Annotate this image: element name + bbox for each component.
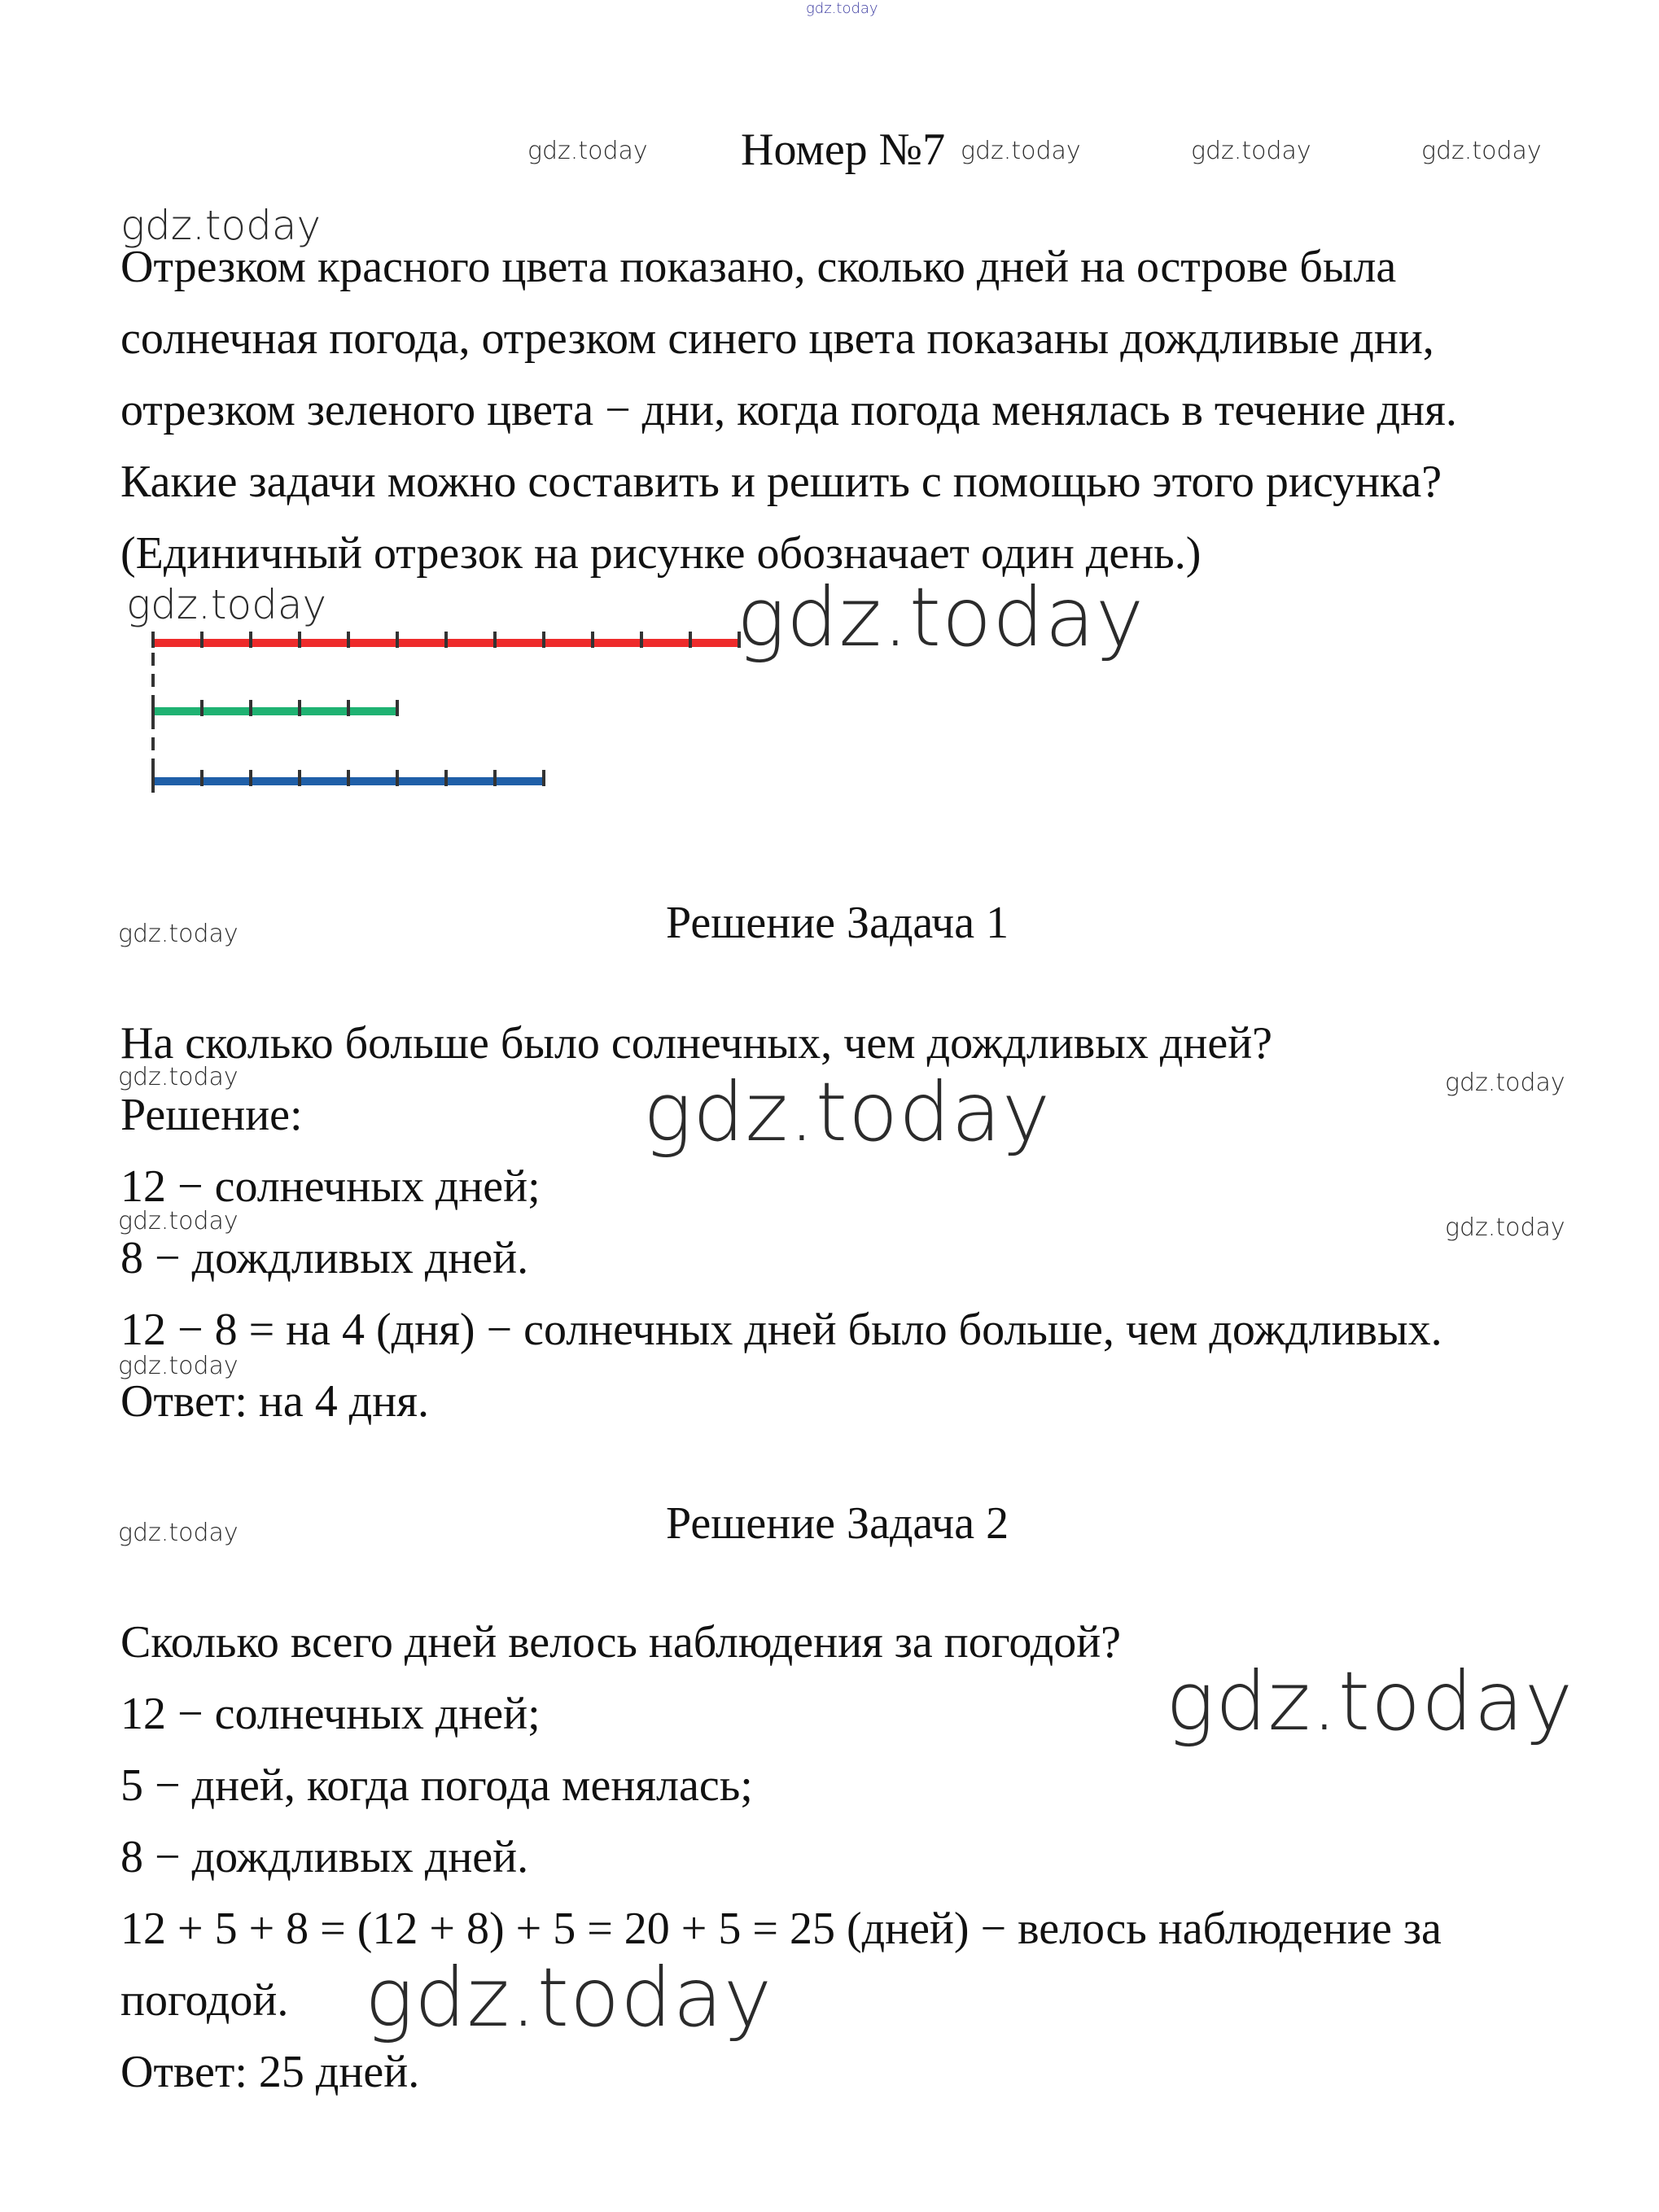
watermark-header-1: gdz.today: [527, 137, 648, 165]
solution2-line-5: погодой.: [120, 1975, 289, 2026]
watermark-header-2: gdz.today: [961, 137, 1081, 165]
watermark-sol1-d: gdz.today: [1445, 1213, 1565, 1242]
watermark-sol1-large: gdz.today: [643, 1064, 1052, 1160]
watermark-problem: gdz.today: [120, 202, 322, 249]
solution2-question: Сколько всего дней велось наблюдения за погодой?: [120, 1617, 1122, 1668]
problem-line-3: отрезком зеленого цвета − дни, когда погода менялась в течение дня.: [120, 385, 1457, 435]
watermark-sol1-a: gdz.today: [118, 1063, 239, 1091]
solution1-question: На сколько больше было солнечных, чем дождливых дней?: [120, 1018, 1273, 1069]
watermark-diagram-small: gdz.today: [126, 581, 327, 628]
watermark-top: gdz.today: [806, 0, 878, 17]
problem-line-2: солнечная погода, отрезком синего цвета показаны дождливые дни,: [120, 313, 1434, 364]
watermark-header-4: gdz.today: [1421, 137, 1542, 165]
solution2-heading: Решение Задача 2: [666, 1498, 1009, 1549]
watermark-sol2-heading: gdz.today: [118, 1519, 239, 1547]
solution2-line-2: 5 − дней, когда погода менялась;: [120, 1760, 753, 1811]
watermark-sol1-heading: gdz.today: [118, 920, 239, 948]
solution1-answer: Ответ: на 4 дня.: [120, 1376, 429, 1427]
page-title: Номер №7: [741, 125, 946, 175]
watermark-sol2-large-a: gdz.today: [1166, 1654, 1574, 1749]
solution2-answer: Ответ: 25 дней.: [120, 2047, 420, 2097]
problem-line-1: Отрезком красного цвета показано, сколько дней на острове была: [120, 242, 1397, 292]
problem-line-5: (Единичный отрезок на рисунке обозначает один день.): [120, 528, 1202, 579]
watermark-sol1-e: gdz.today: [118, 1352, 239, 1380]
watermark-diagram-large: gdz.today: [737, 570, 1145, 665]
solution1-line-3: 12 − 8 = на 4 (дня) − солнечных дней было больше, чем дождливых.: [120, 1305, 1442, 1355]
watermark-sol1-b: gdz.today: [1445, 1069, 1565, 1097]
watermark-header-3: gdz.today: [1191, 137, 1311, 165]
watermark-sol1-c: gdz.today: [118, 1207, 239, 1235]
watermark-sol2-large-b: gdz.today: [365, 1950, 773, 2045]
solution1-label: Решение:: [120, 1090, 303, 1140]
solution1-line-1: 12 − солнечных дней;: [120, 1161, 541, 1212]
segment-diagram: [122, 602, 773, 798]
problem-line-4: Какие задачи можно составить и решить с помощью этого рисунка?: [120, 457, 1442, 507]
solution2-line-1: 12 − солнечных дней;: [120, 1689, 541, 1739]
solution1-line-2: 8 − дождливых дней.: [120, 1233, 529, 1283]
solution1-heading: Решение Задача 1: [666, 898, 1009, 948]
solution2-line-4: 12 + 5 + 8 = (12 + 8) + 5 = 20 + 5 = 25 (дней) − велось наблюдение за: [120, 1904, 1442, 1954]
solution2-line-3: 8 − дождливых дней.: [120, 1832, 529, 1882]
